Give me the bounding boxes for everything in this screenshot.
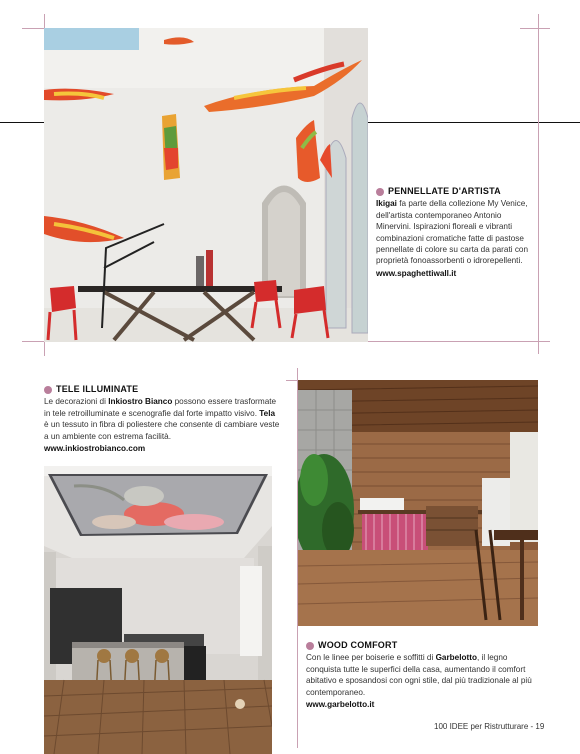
article-heading: WOOD COMFORT [306,640,534,651]
article-wood [306,640,534,710]
photo-wood-kitchen [298,380,538,626]
article-pennellate [376,186,538,279]
article-body: Le decorazioni di Inkiostro Bianco possono essere trasformate in tele retroilluminate e scenografie dal forte impatto visivo. Tela è un tessuto in fibra di poliestere che consente di cambiare veste a un ambiente con estrema facilità. [44,397,280,441]
crop-mark [538,28,539,354]
bullet-dot-icon [44,386,52,394]
photo-backlit-ceiling-kitchen [44,466,272,754]
article-heading: TELE ILLUMINATE [44,384,280,395]
page-folio: 100 IDEE per Ristrutturare - 19 [434,722,545,731]
bullet-dot-icon [306,642,314,650]
section-rule-right [368,122,580,123]
crop-mark [368,341,538,342]
article-tele [44,384,280,454]
article-heading: PENNELLATE D'ARTISTA [376,186,538,197]
crop-mark [520,28,550,29]
section-rule-left [0,122,44,123]
website-link[interactable]: www.spaghettiwall.it [376,268,457,278]
photo-painted-wall-room [44,28,368,342]
article-body: Ikigai fa parte della collezione My Venice, dell'artista contemporaneo Antonio Minervini. Ispirazioni floreali e vibranti combinazioni cromatiche fatte di pastose pennellate di colore su carta da parati con proprietà fonoassorbenti o idrorepellenti. [376,199,529,266]
website-link[interactable]: www.garbelotto.it [306,700,375,710]
article-body: Con le linee per boiserie e soffitti di Garbelotto, il legno conquista tutte le superfici della casa, aumentando il comfort abitativo e sposandosi con ogni stile, dal più tradizionale al più contemporaneo. [306,653,532,697]
website-link[interactable]: www.inkiostrobianco.com [44,444,146,454]
bullet-dot-icon [376,188,384,196]
